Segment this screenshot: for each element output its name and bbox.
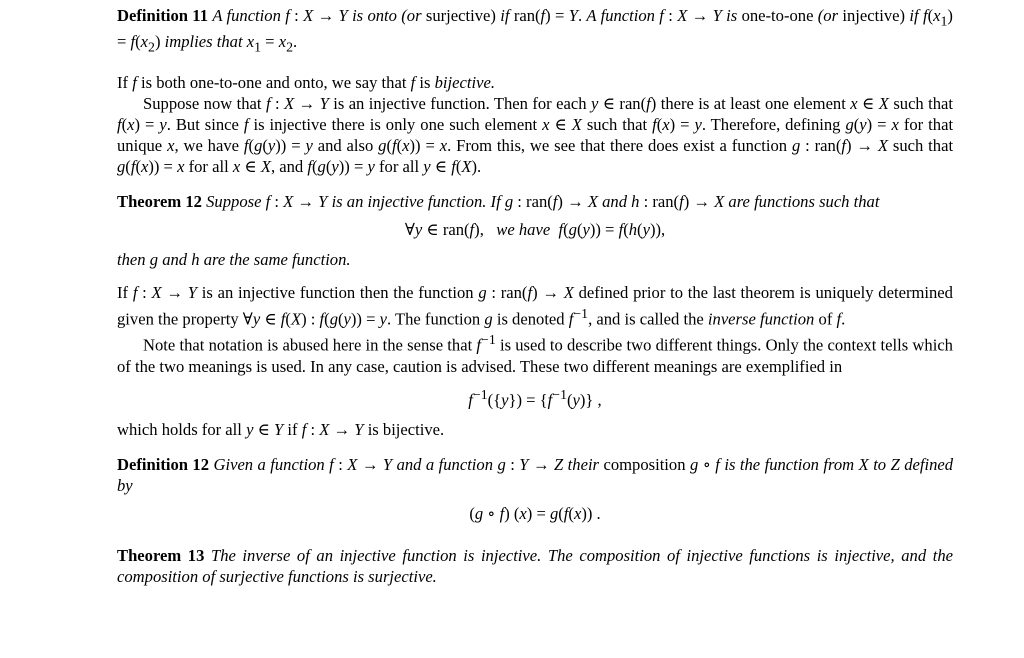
def12-t6: to <box>873 455 887 475</box>
theorem-12-display-equation: ∀y ∈ ran(f), we have f(g(y)) = f(h(y)), <box>404 219 666 239</box>
inv-t3: defined prior to the last theorem is uniquely determined given the property <box>117 282 953 329</box>
def12-t7: defined by <box>117 455 954 496</box>
bij-text-c: is <box>419 72 431 92</box>
sup-t14: for all <box>188 156 229 176</box>
def11-text-h: (or <box>817 6 839 25</box>
def12-t3: their <box>567 455 600 475</box>
definition-12: Definition 12 Given a function f : X → Y and a function g : Y → Z their composition g ∘ f is the function from X to Z defined by (g ∘ f) (x) = g(f(x)) . <box>117 455 954 524</box>
inverse-function-paragraph: If f : X → Y is an injective function then the function g : ran(f) → X defined prior to the last theorem is uniquely determined given the property ∀y ∈ f(X) : f(g(y)) = y. The function g is denoted $f^{-1}$, and is called the inverse function of f. Note that notation is abused here in the sense that $f^{-1}$ is used to describe two different things. Only the context tells which of the two meanings is used. In any case, caution is advised. These two different meanings are exemplified in $f^{-1}(\{y\}) = \{f^{-1}(y)\}$ , which holds for all y ∈ Y if f : X → Y is bijective. <box>117 282 953 440</box>
composition-display-equation: (g ∘ f) (x) = g(f(x)) . <box>469 504 601 524</box>
sup-t4: such that <box>893 93 954 113</box>
thm12-display-mid: we have <box>496 219 551 239</box>
inv-t1: If <box>117 282 129 302</box>
sup-t2: is an injective function. Then for each <box>333 93 587 113</box>
inv-t4: . The function <box>386 309 481 329</box>
theorem-12: Theorem 12 Suppose f : X → Y is an injective function. If g : ran(f) → X and h : ran(f) → X are functions such that ∀y ∈ ran(f), we have f(g(y)) = f(h(y)), then g and h are the same function. <box>117 191 953 270</box>
note-t3: which holds for all <box>117 420 242 440</box>
inv-t2: is an injective function then the function <box>201 282 474 302</box>
inv-t7: inverse function <box>707 309 815 329</box>
thm12-t3: and <box>602 191 627 211</box>
note-t1: Note that notation is abused here in the sense that <box>143 335 473 355</box>
theorem-13-label: Theorem 13 <box>117 546 205 566</box>
def11-text-c: surjective) <box>425 6 496 25</box>
inverse-display-equation: $f^{-1}(\{y\}) = \{f^{-1}(y)\}$ , <box>468 386 602 410</box>
inv-t5: is denoted <box>496 309 565 329</box>
thm12-t5: then <box>117 249 146 269</box>
bij-text-b: is both one-to-one and onto, we say that <box>141 72 407 92</box>
note-t4: if <box>287 420 298 440</box>
def11-text-i: injective) <box>842 6 906 25</box>
sup-t16: for all <box>379 156 420 176</box>
def11-text-k: implies that <box>164 32 243 52</box>
definition-11-label: Definition 11 <box>117 6 208 25</box>
inv-t8: of <box>818 309 833 329</box>
sup-t15: , and <box>270 156 304 176</box>
note-t2: is used to describe two different things. Only the context tells which of the two meanings is used. In any case, caution is advised. These two different meanings are exemplified in <box>117 335 953 376</box>
thm12-t7: are the same function. <box>203 249 351 269</box>
def11-text-d: if <box>500 6 510 25</box>
inv-t6: , and is called the <box>588 309 704 329</box>
sup-t11: and also <box>317 135 374 155</box>
def11-text-b: is onto (or <box>352 6 422 25</box>
sup-t13: such that <box>892 135 954 155</box>
thm13-text: The inverse of an injective function is injective. The composition of injective functions is injective, and the composition of surjective functions is surjective. <box>117 546 953 587</box>
sup-t17: . <box>477 156 482 176</box>
sup-t1: Suppose now that <box>143 93 262 113</box>
sup-t7: such that <box>586 114 648 134</box>
definition-12-label: Definition 12 <box>117 455 210 475</box>
note-t5: is bijective. <box>367 420 445 440</box>
document-page <box>117 5 953 587</box>
def11-text-a: A function <box>212 6 281 25</box>
def12-t5: is the function from <box>724 455 855 475</box>
thm12-t2: is an injective function. If <box>331 191 501 211</box>
sup-t3: there is at least one element <box>660 93 846 113</box>
theorem-13 <box>117 545 953 587</box>
def12-t1: Given a function <box>213 455 325 475</box>
def11-text-g: one-to-one <box>741 6 814 25</box>
def12-t2: and a function <box>396 455 494 475</box>
bij-word: bijective. <box>434 72 495 92</box>
bij-text-a: If <box>117 72 129 92</box>
sup-t5: . But since <box>166 114 239 134</box>
bijective-paragraph: If f is both one-to-one and onto, we say that f is bijective. Suppose now that f : X → Y is an injective function. Then for each y ∈ ran(f) there is at least one element x ∈ X such that f(x) = y. But since f is injective there is only one such element x ∈ X such that f(x) = y. Therefore, defining g(y) = x for that unique x, we have f(g(y)) = y and also g(f(x)) = x. From this, we see that there does exist a function g : ran(f) → X such that g(f(x)) = x for all x ∈ X, and f(g(y)) = y for all y ∈ f(X). <box>117 72 954 176</box>
theorem-12-label: Theorem 12 <box>117 191 202 211</box>
sup-t9: for that unique <box>117 114 954 155</box>
def11-text-j: if <box>909 6 919 25</box>
sup-t10: , we have <box>174 135 240 155</box>
def12-t4: composition <box>603 455 686 475</box>
thm12-t1: Suppose <box>206 191 262 211</box>
sup-t12: . From this, we see that there does exist a function <box>447 135 788 155</box>
definition-11: Definition 11 A function f : X → Y is onto (or surjective) if ran(f) = Y. A function f : X → Y is one-to-one (or injective) if $f(x_1) = f(x_2)$ implies that $x_1 = x_2$. <box>117 6 953 55</box>
sup-t8: . Therefore, defining <box>701 114 841 134</box>
def11-text-e: A function <box>586 6 655 25</box>
thm12-t4: are functions such that <box>728 191 880 211</box>
sup-t6: is injective there is only one such element <box>253 114 538 134</box>
def11-text-f: is <box>726 6 738 25</box>
thm12-t6: and <box>162 249 188 269</box>
